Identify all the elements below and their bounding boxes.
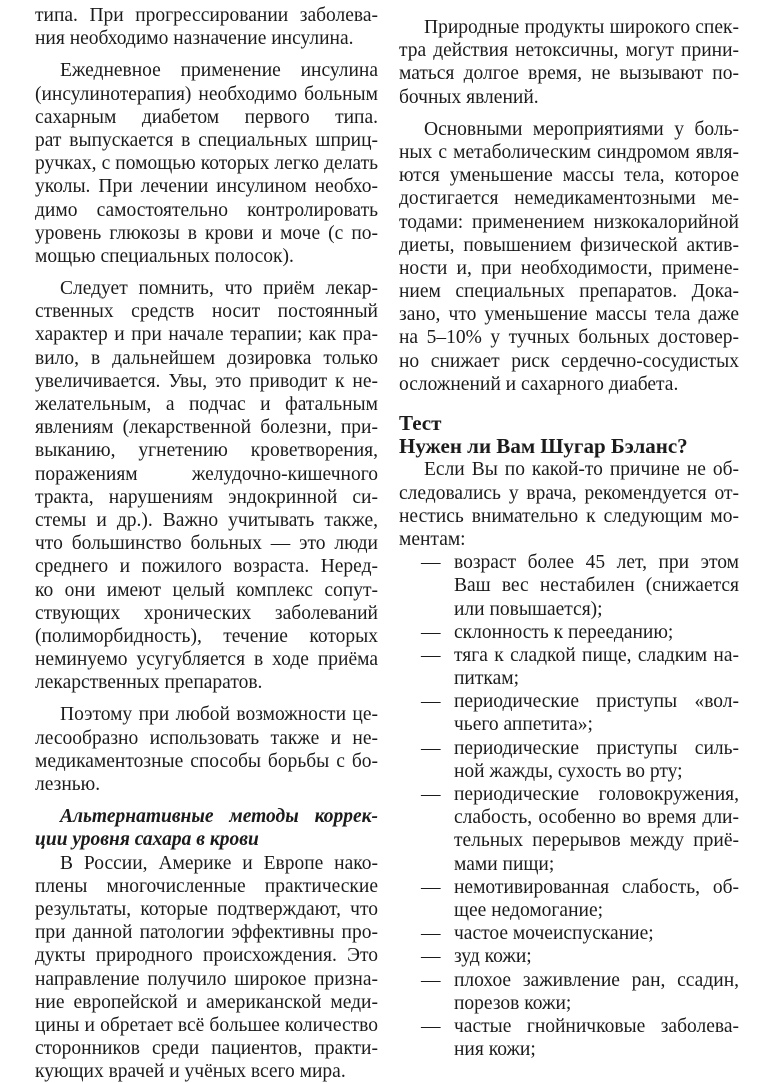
text-line: ных с метаболическим синдромом явля-: [399, 141, 739, 163]
text-line: медикаментозные способы борьбы с бо-: [35, 750, 378, 772]
list-item: [399, 551, 739, 621]
text-line: выканию, угнетению кроветворения,: [35, 440, 378, 462]
list-item: [399, 922, 739, 945]
dash-bullet-icon: —: [421, 737, 441, 759]
paragraph-natural-nontoxic: [399, 16, 739, 109]
text-line: среднего и пожилого возраста. Неред-: [35, 556, 378, 578]
list-item-line: плохое заживление ран, ссадин,: [454, 969, 739, 991]
right-column: [399, 16, 739, 1061]
text-line: при данной патологии эффективны про-: [35, 922, 378, 944]
text-line: зано, что уменьшение массы тела даже: [399, 304, 739, 326]
text-line: маться долгое время, не вызывают по-: [399, 63, 739, 85]
list-item-line: периодические приступы силь-: [454, 737, 739, 759]
list-item-line: чьего аппетита»;: [454, 714, 593, 736]
text-line: тодами: применением низкокалорийной: [399, 211, 739, 233]
symptom-list: [399, 551, 739, 1061]
list-item-line: возраст более 45 лет, при этом: [454, 552, 739, 574]
text-line: лесообразно использовать также и не-: [35, 727, 378, 749]
dash-bullet-icon: —: [421, 552, 441, 574]
text-line: достигается немедикаментозными ме-: [399, 188, 739, 210]
subheading-line: ции уровня сахара в крови: [35, 829, 259, 851]
dash-bullet-icon: —: [421, 923, 441, 945]
list-item-line: частые гнойничковые заболева-: [454, 1015, 739, 1037]
dash-bullet-icon: —: [421, 876, 441, 898]
list-item-line: зуд кожи;: [454, 946, 532, 968]
list-item: [399, 644, 739, 690]
text-line: уколы. При лечении инсулином необхо-: [35, 176, 378, 198]
text-line: Если Вы по какой-то причине не об-: [424, 459, 739, 481]
text-line: тра действия нетоксичны, могут прини-: [399, 40, 739, 62]
list-item-line: склонность к перееданию;: [454, 621, 674, 643]
text-line: результаты, которые подтверждают, что: [35, 898, 378, 920]
list-item-line: тяга к сладкой пище, сладким на-: [454, 644, 739, 666]
text-line: осложнений и сахарного диабета.: [399, 373, 679, 395]
text-line: дукты природного происхождения. Это: [35, 945, 378, 967]
text-line: увеличивается. Увы, это приводит к не-: [35, 370, 378, 392]
list-item-line: порезов кожи;: [454, 992, 572, 1014]
paragraph-medication: [35, 277, 378, 694]
text-line: мощью специальных полосок).: [35, 245, 294, 267]
text-line: бочных явлений.: [399, 86, 539, 108]
paragraph-test-intro: [399, 458, 739, 551]
text-line: на 5–10% у тучных больных достовер-: [399, 327, 739, 349]
list-item-line: ной жажды, сухость во рту;: [454, 760, 683, 782]
text-line: сахарным диабетом первого типа.: [35, 106, 378, 128]
list-item-line: мами пищи;: [454, 853, 555, 875]
text-line: Поэтому при любой возможности це-: [60, 704, 378, 726]
text-line: сторонников среди пациентов, практи-: [35, 1038, 378, 1060]
list-item-line: питкам;: [454, 668, 519, 690]
text-line: вило, в дальнейшем дозировка только: [35, 347, 378, 369]
list-item-line: частое мочеиспускание;: [454, 923, 654, 945]
dash-bullet-icon: —: [421, 691, 441, 713]
text-line: плены многочисленные практические: [35, 875, 378, 897]
text-line: нестись внимательно к следующим мо-: [399, 505, 739, 527]
text-line: ментам:: [399, 528, 466, 550]
text-line: желательным, а подчас и фатальным: [35, 394, 378, 415]
text-line: лезнью.: [35, 774, 101, 795]
list-item: [399, 690, 739, 736]
list-item-line: периодические головокружения,: [454, 784, 739, 805]
dash-bullet-icon: —: [421, 946, 441, 968]
text-line: димо самостоятельно контролировать: [35, 199, 378, 221]
text-line: Природные продукты широкого спек-: [424, 17, 739, 38]
left-column: [35, 4, 378, 1083]
text-line: В России, Америке и Европе нако-: [60, 852, 378, 874]
text-line: ственных средств носит постоянный: [35, 301, 378, 323]
dash-bullet-icon: —: [421, 1015, 441, 1037]
text-line: ко они имеют целый комплекс сопут-: [35, 579, 378, 601]
text-line: Следует помнить, что приём лекар-: [60, 278, 378, 300]
list-item-line: щее недомогание;: [454, 899, 604, 921]
dash-bullet-icon: —: [421, 644, 441, 666]
list-item-line: тельных перерывов между приё-: [454, 830, 739, 852]
text-line: уровень глюкозы в крови и моче (с по-: [35, 222, 378, 244]
dash-bullet-icon: —: [421, 969, 441, 991]
text-line: цины и обретает всё большее количество: [35, 1014, 378, 1036]
list-item-line: немотивированная слабость, об-: [454, 876, 739, 898]
text-line: ние европейской и американской меди-: [35, 991, 378, 1013]
test-heading: [399, 412, 739, 458]
test-label: Тест: [399, 411, 442, 435]
list-item-line: ния кожи;: [454, 1039, 536, 1061]
dash-bullet-icon: —: [421, 621, 441, 643]
text-line: поражениям желудочно-кишечного: [35, 463, 378, 485]
list-item-line: периодические приступы «вол-: [454, 691, 739, 713]
subheading-line: Альтернативные методы коррек-: [60, 806, 378, 828]
list-item-line: слабость, особенно во время дли-: [454, 807, 739, 829]
text-line: (полиморбидность), течение которых: [35, 625, 378, 647]
text-line: что большинство больных — это люди: [35, 533, 378, 555]
text-line: стемы и др.). Важно учитывать также,: [35, 509, 378, 531]
text-line: следовались у врача, рекомендуется от-: [399, 482, 739, 504]
list-item: [399, 945, 739, 968]
text-line: ния необходимо назначение инсулина.: [35, 28, 354, 50]
text-line: (инсулинотерапия) необходимо больным: [35, 83, 378, 105]
paragraph-continuation: [35, 4, 378, 50]
paragraph-metabolic: [399, 118, 739, 396]
text-line: диеты, повышением физической актив-: [399, 234, 739, 256]
text-line: нием специальных препаратов. Дока-: [399, 281, 739, 303]
text-line: явлениям (лекарственной болезни, при-: [35, 417, 378, 439]
list-item-line: Ваш вес нестабилен (снижается: [454, 575, 739, 597]
list-item: [399, 621, 739, 644]
text-line: ствующих хронических заболеваний: [35, 602, 378, 624]
text-line: но снижает риск сердечно-сосудистых: [399, 350, 739, 372]
text-line: рат выпускается в специальных шприц-: [35, 129, 378, 151]
list-item: [399, 783, 739, 876]
text-line: направление получило широкое призна-: [35, 968, 378, 990]
text-line: Основными мероприятиями у боль-: [424, 118, 739, 140]
paragraph-insulin: [35, 59, 378, 268]
list-item-line: или повышается);: [454, 598, 603, 620]
paragraph-natural-products: [35, 852, 378, 1083]
list-item: [399, 1015, 739, 1061]
text-line: неминуемо усугубляется в ходе приёма: [35, 649, 378, 671]
text-line: ются уменьшение массы тела, которое: [399, 165, 739, 187]
text-line: ручках, с помощью которых легко делать: [35, 153, 378, 175]
list-item: [399, 969, 739, 1015]
text-line: ности и, при необходимости, примене-: [399, 257, 739, 279]
list-item: [399, 876, 739, 922]
section-subheading: [35, 805, 378, 851]
dash-bullet-icon: —: [421, 784, 441, 805]
text-line: характер и при начале терапии; как пра-: [35, 324, 378, 346]
text-line: кующих врачей и учёных всего мира.: [35, 1061, 346, 1083]
text-line: типа. При прогрессировании заболева-: [35, 5, 378, 26]
text-line: лекарственных препаратов.: [35, 672, 263, 694]
paragraph-therefore: [35, 703, 378, 796]
test-title: Нужен ли Вам Шугар Бэланс?: [399, 434, 688, 459]
text-line: Ежедневное применение инсулина: [60, 60, 378, 82]
list-item: [399, 737, 739, 783]
text-line: тракта, нарушениям эндокринной си-: [35, 486, 378, 508]
